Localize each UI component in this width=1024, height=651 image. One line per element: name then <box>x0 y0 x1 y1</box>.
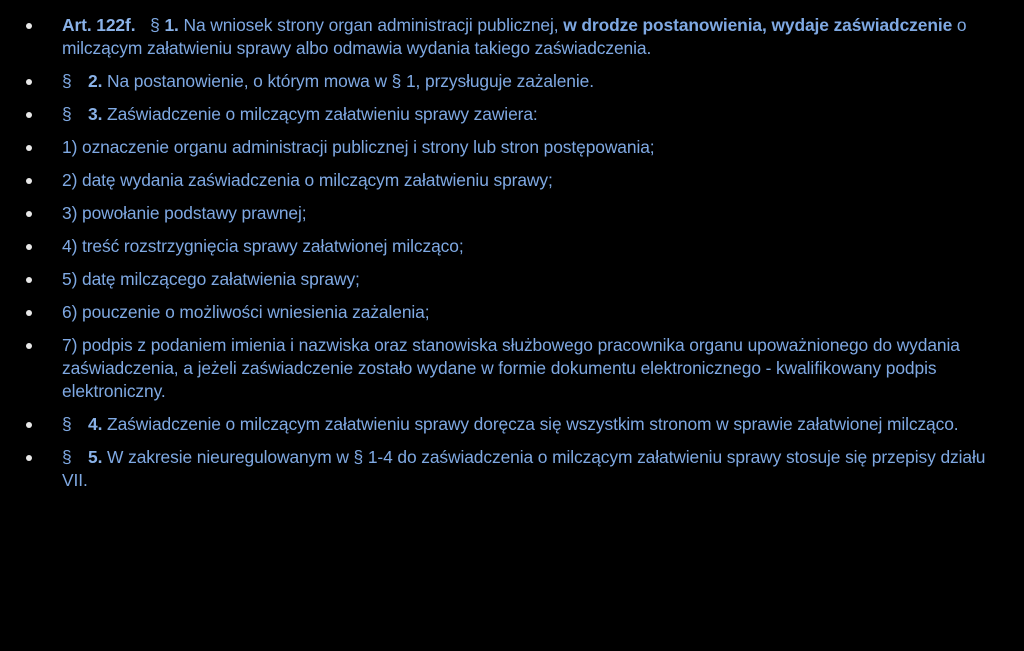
list-item-point-2 <box>26 169 1006 192</box>
paragraph-number: 3. <box>88 104 103 124</box>
paragraph-number: 1. <box>164 15 179 35</box>
paragraph-text: Zaświadczenie o milczącym załatwieniu sprawy doręcza się wszystkim stronom w sprawie załatwionej milcząco. <box>107 414 959 434</box>
paragraph-number: 2. <box>88 71 103 91</box>
article-number: Art. 122f. <box>62 15 136 35</box>
bullet-icon <box>26 79 32 85</box>
point-text: 5) datę milczącego załatwienia sprawy; <box>62 269 360 289</box>
paragraph-text: Zaświadczenie o milczącym załatwieniu sprawy zawiera: <box>107 104 538 124</box>
bullet-icon <box>26 277 32 283</box>
bullet-icon <box>26 211 32 217</box>
point-text: 1) oznaczenie organu administracji publicznej i strony lub stron postępowania; <box>62 137 655 157</box>
list-item-point-1 <box>26 136 1006 159</box>
paragraph-number: 5. <box>88 447 103 467</box>
para-sign: § <box>62 447 72 467</box>
bullet-icon <box>26 145 32 151</box>
paragraph-text: Na wniosek strony organ administracji publicznej, <box>183 15 564 35</box>
list-item-point-3 <box>26 202 1006 225</box>
bullet-icon <box>26 244 32 250</box>
list-item-p3 <box>26 103 1006 126</box>
list-item-point-6 <box>26 301 1006 324</box>
list-item-p5 <box>26 446 1006 492</box>
paragraph-text: W zakresie nieuregulowanym w § 1-4 do zaświadczenia o milczącym załatwieniu sprawy stosuje się przepisy działu VII. <box>62 447 986 490</box>
bullet-icon <box>26 112 32 118</box>
list-item-art-122f-p1 <box>26 14 1006 60</box>
bullet-icon <box>26 23 32 29</box>
point-text: 6) pouczenie o możliwości wniesienia zażalenia; <box>62 302 430 322</box>
point-text: 7) podpis z podaniem imienia i nazwiska oraz stanowiska służbowego pracownika organu upoważnionego do wydania zaświadczenia, a jeżeli zaświadczenie zostało wydane w formie dokumentu elektronicznego - kwalifikowany podpis elektroniczny. <box>62 335 960 401</box>
paragraph-text: Na postanowienie, o którym mowa w § 1, przysługuje zażalenie. <box>107 71 594 91</box>
point-text: 3) powołanie podstawy prawnej; <box>62 203 307 223</box>
list-item-point-4 <box>26 235 1006 258</box>
article-list <box>26 14 1006 492</box>
list-item-point-7 <box>26 334 1006 403</box>
bullet-icon <box>26 178 32 184</box>
list-item-p4 <box>26 413 1006 436</box>
list-item-point-5 <box>26 268 1006 291</box>
point-text: 4) treść rozstrzygnięcia sprawy załatwionej milcząco; <box>62 236 464 256</box>
paragraph-text-continued: o milczącym załatwieniu sprawy albo odmawia wydania takiego zaświadczenia. <box>62 15 967 58</box>
point-text: 2) datę wydania zaświadczenia o milczącym załatwieniu sprawy; <box>62 170 553 190</box>
bullet-icon <box>26 310 32 316</box>
para-sign: § <box>150 15 160 35</box>
slide-content <box>26 14 1006 502</box>
paragraph-emphasis: w drodze postanowienia, wydaje zaświadczenie <box>563 15 953 35</box>
bullet-icon <box>26 343 32 349</box>
list-item-p2 <box>26 70 1006 93</box>
para-sign: § <box>62 71 72 91</box>
para-sign: § <box>62 414 72 434</box>
para-sign: § <box>62 104 72 124</box>
bullet-icon <box>26 422 32 428</box>
bullet-icon <box>26 455 32 461</box>
paragraph-number: 4. <box>88 414 103 434</box>
